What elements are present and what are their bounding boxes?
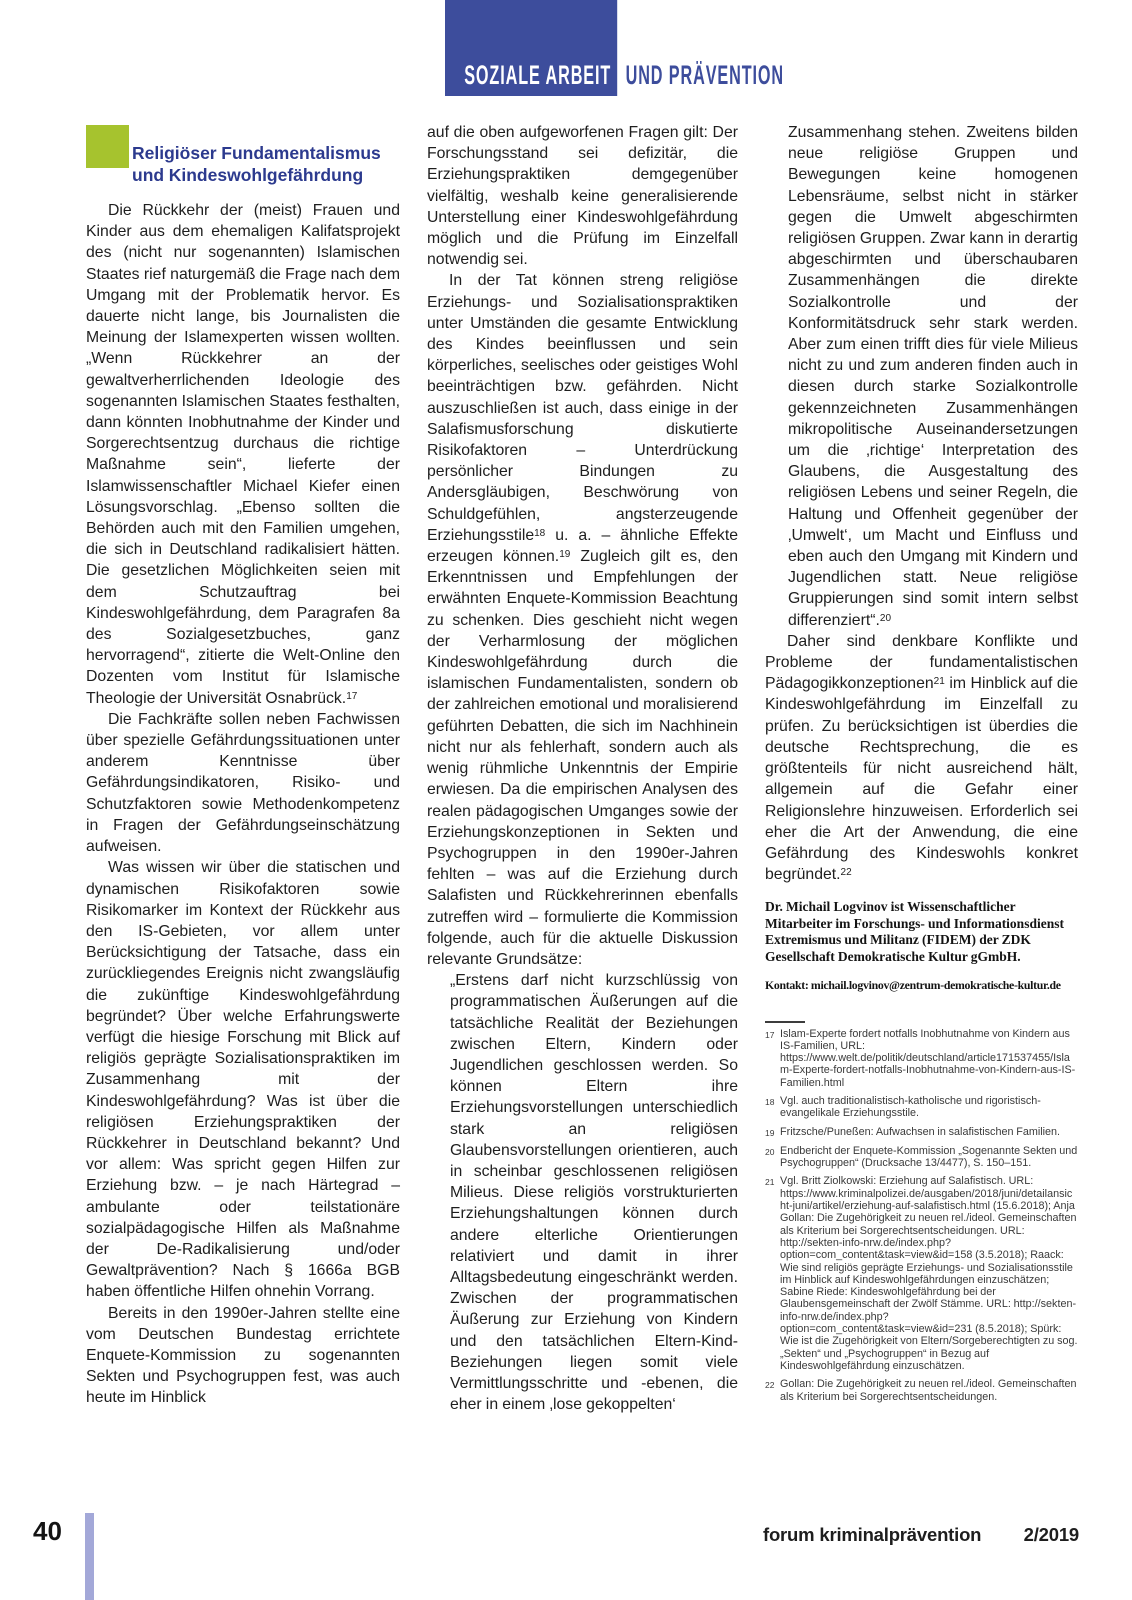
footnote-number: 21 bbox=[765, 1177, 775, 1188]
footnote-ref: 17 bbox=[346, 690, 358, 702]
footnote-item bbox=[765, 1145, 1078, 1170]
column-1-text bbox=[86, 200, 400, 1409]
journal-footer bbox=[763, 1524, 1079, 1546]
paragraph: Was wissen wir über die statischen und dynamischen Risikofaktoren sowie Risikomarker im Kontext der Rückkehr aus den IS-Gebieten, vor allem unter Berücksichtigung der Tatsache, dass ein zurückliegendes Ereignis nicht zwangsläufig die zukünftige Kindeswohlgefährdung begründet? Über welche Erfahrungswerte verfügt die hiesige Forschung mit Blick auf religiös geprägte Sozialisationspraktiken im Zusammenhang mit der Kindeswohlgefährdung? Was ist über die religiösen Erziehungspraktiken der Rückkehrer in Deutschland bekannt? Und vor allem: Was spricht gegen Hilfen zur Erziehung bzw. – je nach Härtegrad – ambulante oder teilstationäre sozialpädagogische Hilfen als Maßnahme der De-Radikalisierung und/oder Gewaltprävention? Nach § 1666a BGB haben öffentliche Hilfen ohnehin Vorrang. bbox=[86, 859, 400, 1301]
article-title: Religiöser Fundamentalismus und Kindeswohlgefährdung bbox=[132, 143, 381, 185]
paragraph: Die Fachkräfte sollen neben Fachwissen über spezielle Gefährdungssituationen unter anderem Kenntnisse über Gefährdungsindikatoren, Risiko- und Schutzfaktoren sowie Methodenkompetenz in Fragen der Gefährdungseinschätzung aufweisen. bbox=[86, 710, 400, 856]
paragraph: Die Rückkehr der (meist) Frauen und Kinder aus dem ehemaligen Kalifatsprojekt des (nicht nur sogenannten) Islamischen Staates rief naturgemäß die Frage nach dem Umgang mit der Problematik hervor. Es dauerte nicht lange, bis Journalisten die Meinung der Islamexperten wissen wollten. „Wenn Rückkehrer an der gewaltverherrlichenden Ideologie des sogenannten Islamischen Staates festhalten, dann könnten Inobhutnahme der Kinder und Sorgerechtsentzug durchaus die richtige Maßnahme sein“, lieferte der Islamwissenschaftler Michael Kiefer einen Lösungsvorschlag. „Ebenso sollten die Behörden auch mit den Familien umgehen, die sich in Deutschland radikalisiert hätten. Die gesetzlichen Möglichkeiten seien mit dem Schutzauftrag bei Kindeswohlgefährdung, dem Paragrafen 8a des Sozialgesetzbuches, ganz hervorragend“, zitierte die Welt-Online den Dozenten vom Institut für Islamische Theologie der Universität Osnabrück.$^{17}$ bbox=[86, 202, 400, 707]
footnote-ref: 21 bbox=[933, 676, 945, 688]
footer-accent-bar bbox=[85, 1513, 94, 1600]
column-2 bbox=[427, 122, 738, 1415]
column-1 bbox=[86, 125, 400, 1409]
footnote-text: Gollan: Die Zugehörigkeit zu neuen rel./ideol. Gemeinschaften als Kriterium bei Sorgerechtsentscheidungen. bbox=[780, 1378, 1077, 1403]
footnote-item bbox=[765, 1095, 1078, 1120]
masthead-title-part2: UND PRÄVENTION bbox=[625, 60, 785, 90]
footnote-number: 19 bbox=[765, 1127, 775, 1138]
footnote-number: 22 bbox=[765, 1380, 775, 1391]
footnote-item bbox=[765, 1175, 1078, 1372]
paragraph: Zusammenhang stehen. Zweitens bilden neue religiöse Gruppen und Bewegungen keine homogenen Lebensräume, selbst nicht in stärker gegen die Umwelt abgeschirmten religiösen Gruppen. Zwar kann in derartig abgeschirmten und überschaubaren Zusammenhängen die direkte Sozialkontrolle und der Konformitätsdruck sehr stark werden. Aber zum einen trifft dies für viele Milieus nicht zu und zum anderen finden auch in diesen durch starke Sozialkontrolle gekennzeichneten Zusammenhängen mikropolitische Auseinandersetzungen um die ‚richtige‘ Interpretation des Glaubens, die Ausgestaltung des religiösen Lebens und seiner Regeln, die Haltung und Offenheit gegenüber der ‚Umwelt‘, um Macht und Einfluss und eben auch den Umgang mit Kindern und Jugendlichen statt. Neue religiöse Gruppierungen sind somit intern selbst differenziert“.$^{20}$ bbox=[788, 124, 1078, 629]
column-2-text bbox=[427, 122, 738, 1415]
masthead-title-part1: SOZIALE ARBEIT bbox=[464, 60, 612, 90]
footnote-number: 20 bbox=[765, 1146, 775, 1157]
footnote-text: Fritzsche/Puneßen: Aufwachsen in salafistischen Familien. bbox=[780, 1125, 1061, 1138]
column-3-text bbox=[765, 122, 1078, 885]
footnote-text: Vgl. auch traditionalistisch-katholische und rigoristisch-evangelikale Erziehungsstile. bbox=[780, 1095, 1041, 1120]
footnotes bbox=[765, 1028, 1078, 1403]
footnote-ref: 20 bbox=[879, 612, 892, 624]
paragraph: In der Tat können streng religiöse Erziehungs- und Sozialisationspraktiken unter Umständen die gesamte Entwicklung des Kindes beeinflussen und sein körperliches, seelisches oder geistiges Wohl beeinträchtigen bzw. gefährden. Nicht auszuschließen ist auch, dass einige in der Salafismusforschung diskutierte Risikofaktoren – Unterdrückung persönlicher Bindungen zu Andersgläubigen, Beschwörung von Schuldgefühlen, angsterzeugende Erziehungsstile$^{18}$ u. a. – ähnliche Effekte erzeugen können.$^{19}$ Zugleich gilt es, den Erkenntnissen und Empfehlungen der erwähnten Enquete-Kommission Beachtung zu schenken. Dies geschieht nicht wegen der Verharmlosung der möglichen Kindeswohlgefährdung durch die islamischen Fundamentalisten, sondern ob der zahlreichen emotional und moralisierend geführten Debatten, die sich im Nachhinein nicht nur als fehlerhaft, sondern auch als wenig rühmliche Unkenntnis der Empirie erwiesen. Da die empirischen Analysen des realen pädagogischen Umganges sowie der Erziehungskonzeptionen in Sekten und Psychogruppen in den 1990er-Jahren fehlten – was auf die Erziehung durch Salafisten und Rückkehrerinnen ebenfalls zutreffen wird – formulierte die Kommission folgende, auch für die aktuelle Diskussion relevante Grundsätze: bbox=[427, 272, 738, 968]
footnote-item bbox=[765, 1126, 1078, 1139]
issue-number: 2/2019 bbox=[1023, 1524, 1079, 1545]
section-masthead bbox=[445, 0, 1010, 96]
paragraph: „Erstens darf nicht kurzschlüssig von programmatischen Äußerungen auf die tatsächliche Realität der Beziehungen zwischen Eltern, Kindern oder Jugendlichen geschlossen werden. So können Eltern ihre Erziehungsvorstellungen unterschiedlich stark an religiösen Glaubensvorstellungen orientieren, auch in scheinbar geschlossenen religiösen Milieus. Diese religiös vorstrukturierten Erziehungshaltungen können durch andere elterliche Orientierungen relativiert und damit in ihrer Alltagsbedeutung eingeschränkt werden. Zwischen der programmatischen Äußerung zur Erziehung von Kindern und den tatsächlichen Eltern-Kind-Beziehungen liegen somit viele Vermittlungsschritte und -ebenen, die eher in einem ‚lose gekoppelten‘ bbox=[450, 972, 738, 1414]
journal-name: forum kriminalprävention bbox=[763, 1524, 982, 1545]
footnote-ref: 18 bbox=[534, 527, 546, 539]
footnote-item bbox=[765, 1378, 1078, 1403]
article-headline-block bbox=[86, 125, 400, 186]
footnote-number: 17 bbox=[765, 1029, 775, 1040]
footnote-ref: 19 bbox=[559, 549, 571, 561]
author-bio: Dr. Michail Logvinov ist Wissenschaftlicher Mitarbeiter im Forschungs- und Informationsdienst Extremismus und Militanz (FIDEM) der ZDK Gesellschaft Demokratische Kultur gGmbH. bbox=[765, 899, 1064, 964]
footnote-item bbox=[765, 1028, 1078, 1089]
page-number: 40 bbox=[33, 1516, 62, 1546]
contact-line: Kontakt: michail.logvinov@zentrum-demokratische-kultur.de bbox=[765, 978, 1061, 993]
footnote-text: Vgl. Britt Ziolkowski: Erziehung auf Salafistisch. URL: https://www.kriminalpolizei.de/ausgaben/2018/juni/detailansicht-juni/artikel/erziehung-auf-salafistisch.html (15.6.2018); Anja Gollan: Die Zugehörigkeit zu neuen rel./ideol. Gemeinschaften als Kriterium bei Sorgerechtsentscheidungen. URL: http://sekten-info-nrw.de/index.php?option=com_content&task=view&id=158 (3.5.2018); Raack: Wie sind religiös geprägte Erziehungs- und Sozialisationsstile im Hinblick auf Kindeswohlgefährdungen einzuschätzen; Sabine Riede: Kindeswohlgefährdung bei der Glaubensgemeinschaft der Zwölf Stämme. URL: http://sekten-info-nrw.de/index.php?option=com_content&task=view&id=231 (8.5.2018); Spürk: Wie ist die Zugehörigkeit von Eltern/Sorgeberechtigten zu sog. „Sekten“ und „Psychogruppen“ in Bezug auf Kindeswohlgefährdung einzuschätzen. bbox=[780, 1175, 1078, 1372]
footnote-text: Endbericht der Enquete-Kommission „Sogenannte Sekten und Psychogruppen“ (Drucksache 13/4477), S. 150–151. bbox=[780, 1144, 1078, 1170]
paragraph: Bereits in den 1990er-Jahren stellte eine vom Deutschen Bundestag errichtete Enquete-Kommission zu sogenannten Sekten und Psychogruppen fest, was auch heute im Hinblick bbox=[86, 1304, 400, 1407]
footnote-text: Islam-Experte fordert notfalls Inobhutnahme von Kindern aus IS-Familien, URL: https://www.welt.de/politik/deutschland/article171537455/Islam-Experte-fordert-notfalls-Inobhutnahme-von-Kindern-aus-IS-Familien.html bbox=[780, 1027, 1076, 1089]
footnote-ref: 22 bbox=[840, 867, 852, 879]
green-square-decor bbox=[86, 125, 129, 168]
column-3 bbox=[765, 122, 1078, 1409]
paragraph: auf die oben aufgeworfenen Fragen gilt: Der Forschungsstand sei defizitär, die Erziehungspraktiken demgegenüber vielfältig, weshalb keine generalisierende Unterstellung einer Kindeswohlgefährdung möglich und die Prüfung im Einzelfall notwendig sei. bbox=[427, 124, 738, 269]
paragraph: Daher sind denkbare Konflikte und Probleme der fundamentalistischen Pädagogikkonzeptionen$^{21}$ im Hinblick auf die Kindeswohlgefährdung im Einzelfall zu prüfen. Zu berücksichtigen ist überdies die deutsche Rechtsprechung, die es größtenteils für nicht ausreichend hält, allgemein auf die Gefahr einer Religionslehre hinzuweisen. Erforderlich sei eher die Art der Anwendung, die eine Gefährdung des Kindeswohls konkret begründet.$^{22}$ bbox=[765, 632, 1078, 884]
masthead-blue-box bbox=[445, 0, 617, 96]
footnote-number: 18 bbox=[765, 1097, 775, 1107]
footnote-divider bbox=[765, 1021, 805, 1023]
masthead-title bbox=[445, 0, 784, 96]
